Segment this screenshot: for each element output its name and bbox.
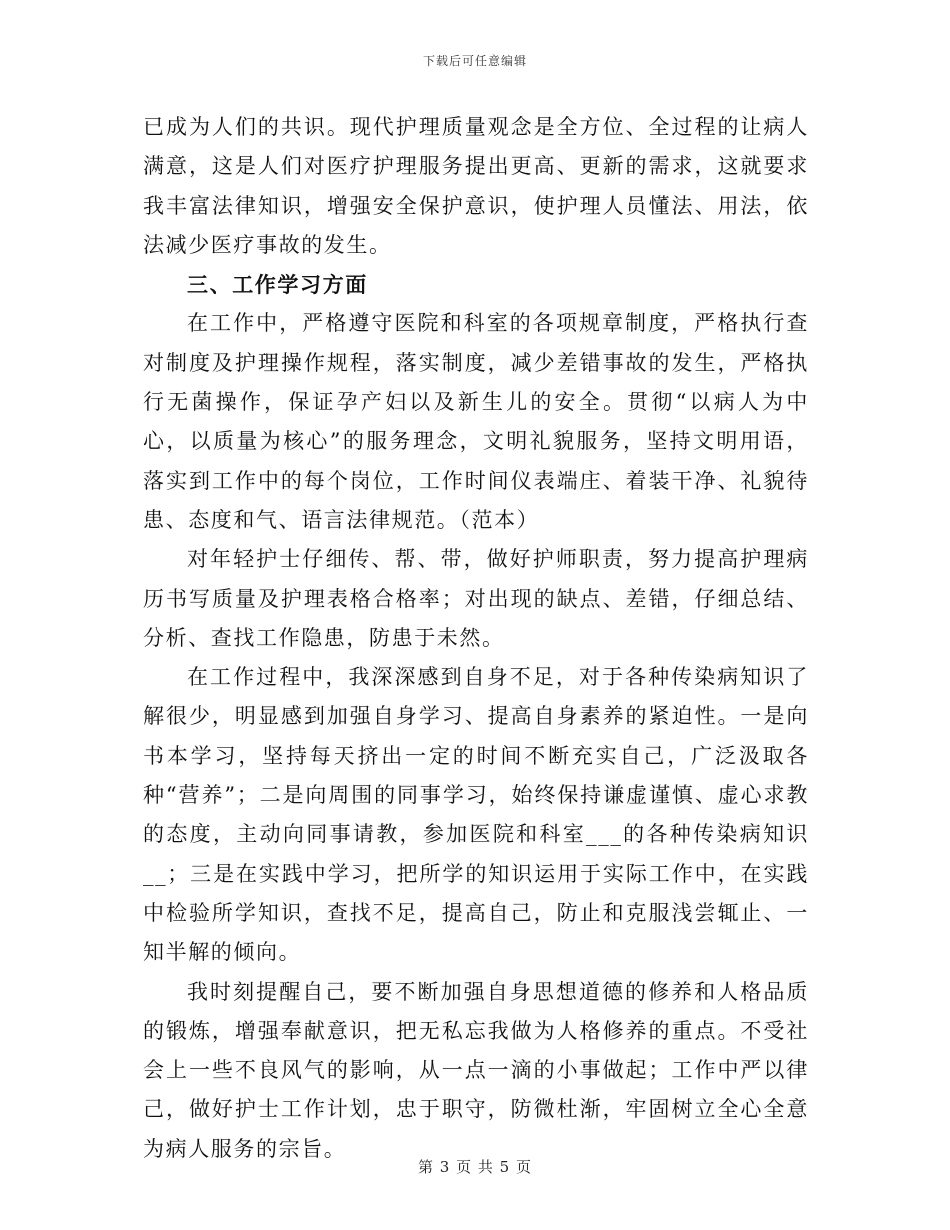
- page-footer: 第 3 页 共 5 页: [418, 1158, 532, 1176]
- paragraph-5: 我时刻提醒自己，要不断加强自身思想道德的修养和人格品质的锻炼，增强奉献意识，把无私忘我做为人格修养的重点。不受社会上一些不良风气的影响，从一点一滴的小事做起；工作中严以律己，做好护士工作计划，忠于职守，防微杜渐，牢固树立全心全意为病人服务的宗旨。: [143, 979, 809, 1161]
- paragraph-3: 对年轻护士仔细传、帮、带，做好护师职责，努力提高护理病历书写质量及护理表格合格率；对出现的缺点、差错，仔细总结、分析、查找工作隐患，防患于未然。: [143, 547, 809, 650]
- page-header: 下载后可任意编辑: [422, 54, 527, 68]
- paragraph-2: 在工作中，严格遵守医院和科室的各项规章制度，严格执行查对制度及护理操作规程，落实制度，减少差错事故的发生，严格执行无菌操作，保证孕产妇以及新生儿的安全。贯彻“以病人为中心，以质量为核心”的服务理念，文明礼貌服务，坚持文明用语，落实到工作中的每个岗位，工作时间仪表端庄、着装干净、礼貌待患、态度和气、语言法律规范。（范本）: [143, 311, 809, 532]
- paragraph-4: 在工作过程中，我深深感到自身不足，对于各种传染病知识了解很少，明显感到加强自身学习、提高自身素养的紧迫性。一是向书本学习，坚持每天挤出一定的时间不断充实自己，广泛汲取各种“营养”；二是向周围的同事学习，始终保持谦虚谨慎、虚心求教的态度，主动向同事请教，参加医院和科室___的各种传染病知识__；三是在实践中学习，把所学的知识运用于实际工作中，在实践中检验所学知识，查找不足，提高自己，防止和克服浅尝辄止、一知半解的倾向。: [143, 665, 809, 965]
- document-body: [143, 108, 809, 1169]
- paragraph-1: 已成为人们的共识。现代护理质量观念是全方位、全过程的让病人满意，这是人们对医疗护理服务提出更高、更新的需求，这就要求我丰富法律知识，增强安全保护意识，使护理人员懂法、用法，依法减少医疗事故的发生。: [143, 115, 809, 257]
- section-heading: 三、工作学习方面: [187, 272, 368, 298]
